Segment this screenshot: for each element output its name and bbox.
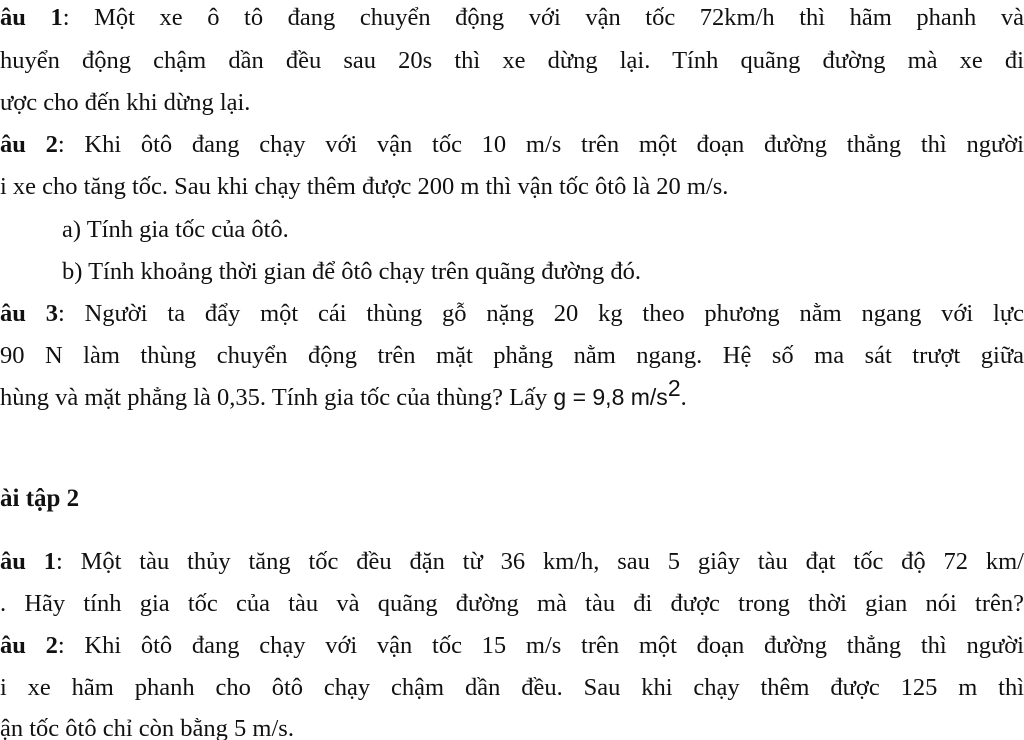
bai1-question-2-line-1 xyxy=(0,133,1024,158)
question-text: hùng và mặt phẳng là 0,35. Tính gia tốc của thùng? Lấy xyxy=(0,384,554,411)
bai1-question-3-line-2: 90 N làm thùng chuyển động trên mặt phẳng nằm ngang. Hệ số ma sát trượt giữa xyxy=(0,342,1024,369)
formula-exponent: 2 xyxy=(667,374,681,401)
bai2-question-2-line-1 xyxy=(0,634,1024,659)
bai2-question-2-line-2: i xe hãm phanh cho ôtô chạy chậm dần đều. Sau khi chạy thêm được 125 m thì xyxy=(0,674,1024,701)
question-label: âu 1 xyxy=(0,4,63,31)
question-label: âu 2 xyxy=(0,131,58,158)
bai1-question-1-line-3: ược cho đến khi dừng lại. xyxy=(0,89,251,116)
question-label: âu 1 xyxy=(0,548,56,575)
bai1-question-1-line-1 xyxy=(0,6,1024,31)
formula-period: . xyxy=(680,384,687,411)
question-label: âu 2 xyxy=(0,632,58,659)
bai2-question-1-line-2: . Hãy tính gia tốc của tàu và quãng đường mà tàu đi được trong thời gian nói trên? xyxy=(0,590,1024,617)
bai1-question-2-line-2: i xe cho tăng tốc. Sau khi chạy thêm được 200 m thì vận tốc ôtô là 20 m/s. xyxy=(0,173,729,200)
question-text: : Khi ôtô đang chạy với vận tốc 10 m/s trên một đoạn đường thẳng thì người xyxy=(57,131,1024,158)
section-heading-bai-tap-2: ài tập 2 xyxy=(0,485,80,512)
question-text: : Người ta đẩy một cái thùng gỗ nặng 20 kg theo phương nằm ngang với lực xyxy=(57,300,1024,327)
bai1-question-3-line-1 xyxy=(0,302,1024,327)
bai1-question-1-line-2: huyển động chậm dần đều sau 20s thì xe dừng lại. Tính quãng đường mà xe đi xyxy=(0,47,1024,74)
bai1-question-2-part-a: a) Tính gia tốc của ôtô. xyxy=(62,216,289,243)
question-label: âu 3 xyxy=(0,300,58,327)
bai1-question-2-part-b: b) Tính khoảng thời gian để ôtô chạy trên quãng đường đó. xyxy=(62,258,641,285)
question-text: : Một xe ô tô đang chuyển động với vận tốc 72km/h thì hãm phanh và xyxy=(62,4,1024,31)
gravity-formula: g = 9,8 m/s xyxy=(553,384,668,410)
question-text: : Một tàu thủy tăng tốc đều đặn từ 36 km/h, sau 5 giây tàu đạt tốc độ 72 km/ xyxy=(55,548,1024,575)
bai2-question-1-line-1 xyxy=(0,550,1024,575)
bai2-question-2-line-3: ận tốc ôtô chỉ còn bằng 5 m/s. xyxy=(0,715,294,740)
question-text: : Khi ôtô đang chạy với vận tốc 15 m/s trên một đoạn đường thẳng thì người xyxy=(57,632,1024,659)
bai1-question-3-line-3 xyxy=(0,374,1024,411)
